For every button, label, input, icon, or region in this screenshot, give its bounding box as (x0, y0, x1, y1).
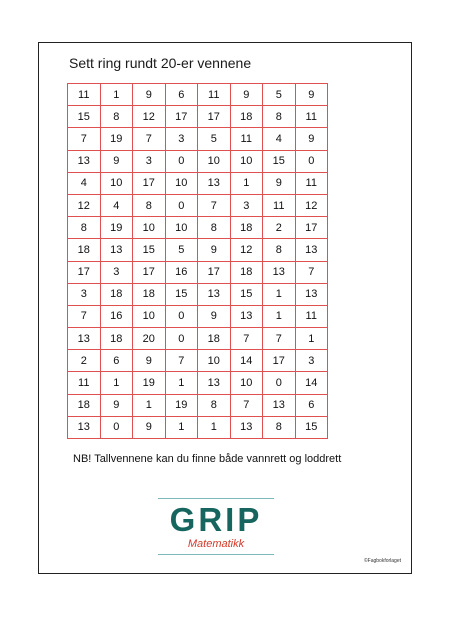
grid-cell[interactable]: 7 (263, 328, 296, 350)
grid-cell[interactable]: 8 (263, 416, 296, 438)
grid-cell[interactable]: 19 (133, 372, 166, 394)
grid-cell[interactable]: 9 (100, 150, 133, 172)
grid-row (68, 239, 328, 261)
grid-cell[interactable]: 11 (295, 106, 328, 128)
grid-cell[interactable]: 6 (100, 350, 133, 372)
grid-cell[interactable]: 1 (100, 372, 133, 394)
grid-cell[interactable]: 13 (230, 416, 263, 438)
logo-wordmark: GRIP (169, 501, 263, 538)
grid-cell[interactable]: 16 (165, 261, 198, 283)
grid-cell[interactable]: 10 (198, 350, 231, 372)
grid-cell[interactable]: 13 (198, 372, 231, 394)
grid-cell[interactable]: 1 (133, 394, 166, 416)
grid-cell[interactable]: 11 (230, 128, 263, 150)
grid-cell[interactable]: 3 (100, 261, 133, 283)
grid-cell[interactable]: 15 (165, 283, 198, 305)
grid-cell[interactable]: 0 (165, 194, 198, 216)
grid-cell[interactable]: 8 (198, 394, 231, 416)
grid-row (68, 106, 328, 128)
grid-row (68, 350, 328, 372)
grid-cell[interactable]: 18 (230, 261, 263, 283)
grid-cell[interactable]: 15 (295, 416, 328, 438)
grid-cell[interactable]: 13 (198, 283, 231, 305)
grid-cell[interactable]: 9 (263, 172, 296, 194)
grid-cell[interactable]: 12 (295, 194, 328, 216)
grid-cell[interactable]: 15 (133, 239, 166, 261)
grid-cell[interactable]: 17 (295, 217, 328, 239)
grid-cell[interactable]: 3 (68, 283, 101, 305)
worksheet-title: Sett ring rundt 20-er vennene (69, 55, 252, 71)
grid-cell[interactable]: 16 (100, 305, 133, 327)
grid-cell[interactable]: 11 (295, 172, 328, 194)
grid-cell[interactable]: 12 (230, 239, 263, 261)
grid-row (68, 150, 328, 172)
grid-cell[interactable]: 0 (100, 416, 133, 438)
grid-cell[interactable]: 0 (165, 150, 198, 172)
grid-cell[interactable]: 18 (68, 239, 101, 261)
number-grid-body (68, 84, 328, 439)
grid-cell[interactable]: 7 (133, 128, 166, 150)
grid-cell[interactable]: 5 (263, 84, 296, 106)
grid-cell[interactable]: 1 (198, 416, 231, 438)
grid-row (68, 283, 328, 305)
grid-cell[interactable]: 20 (133, 328, 166, 350)
grid-cell[interactable]: 3 (165, 128, 198, 150)
grid-cell[interactable]: 7 (230, 394, 263, 416)
grid-cell[interactable]: 13 (68, 328, 101, 350)
logo-bottom-line (158, 554, 274, 555)
grid-cell[interactable]: 19 (165, 394, 198, 416)
grid-row (68, 217, 328, 239)
grid-cell[interactable]: 1 (165, 416, 198, 438)
grid-cell[interactable]: 11 (295, 305, 328, 327)
grid-row (68, 328, 328, 350)
grid-cell[interactable]: 17 (133, 172, 166, 194)
grid-row (68, 261, 328, 283)
grid-cell[interactable]: 7 (198, 194, 231, 216)
grid-cell[interactable]: 18 (230, 106, 263, 128)
grid-cell[interactable]: 13 (295, 239, 328, 261)
grid-row (68, 172, 328, 194)
grid-cell[interactable]: 10 (133, 217, 166, 239)
grid-cell[interactable]: 10 (230, 372, 263, 394)
grid-cell[interactable]: 12 (133, 106, 166, 128)
grid-cell[interactable]: 18 (68, 394, 101, 416)
grid-cell[interactable]: 10 (198, 150, 231, 172)
grid-cell[interactable]: 2 (68, 350, 101, 372)
grid-cell[interactable]: 9 (295, 84, 328, 106)
copyright-notice: ©Fagbokforlaget (363, 558, 401, 564)
grid-cell[interactable]: 12 (68, 194, 101, 216)
grid-cell[interactable]: 17 (263, 350, 296, 372)
grid-cell[interactable]: 8 (263, 106, 296, 128)
grid-cell[interactable]: 9 (133, 350, 166, 372)
grid-cell[interactable]: 18 (133, 283, 166, 305)
grid-cell[interactable]: 5 (198, 128, 231, 150)
grid-cell[interactable]: 1 (230, 172, 263, 194)
grid-cell[interactable]: 4 (68, 172, 101, 194)
grid-cell[interactable]: 4 (100, 194, 133, 216)
grid-cell[interactable]: 13 (263, 394, 296, 416)
grid-cell[interactable]: 7 (68, 128, 101, 150)
grid-cell[interactable]: 0 (263, 372, 296, 394)
grid-cell[interactable]: 9 (133, 416, 166, 438)
grid-cell[interactable]: 1 (263, 305, 296, 327)
grid-cell[interactable]: 17 (198, 261, 231, 283)
grid-cell[interactable]: 13 (230, 305, 263, 327)
grid-cell[interactable]: 10 (165, 172, 198, 194)
grid-cell[interactable]: 7 (165, 350, 198, 372)
grid-cell[interactable]: 8 (68, 217, 101, 239)
logo-top-line (158, 498, 274, 499)
grid-cell[interactable]: 3 (295, 350, 328, 372)
number-grid (67, 83, 328, 439)
grid-cell[interactable]: 0 (165, 328, 198, 350)
logo-subtitle: Matematikk (187, 538, 245, 550)
grid-cell[interactable]: 11 (198, 84, 231, 106)
grid-cell[interactable]: 9 (198, 239, 231, 261)
grid-row (68, 84, 328, 106)
grid-cell[interactable]: 15 (230, 283, 263, 305)
grid-cell[interactable]: 13 (295, 283, 328, 305)
grid-cell[interactable]: 10 (230, 150, 263, 172)
grid-cell[interactable]: 13 (68, 416, 101, 438)
grid-cell[interactable]: 17 (198, 106, 231, 128)
grid-cell[interactable]: 9 (295, 128, 328, 150)
grid-cell[interactable]: 19 (100, 128, 133, 150)
instruction-note: NB! Tallvennene kan du finne både vannrett og loddrett (73, 453, 342, 465)
grid-cell[interactable]: 8 (263, 239, 296, 261)
grid-cell[interactable]: 15 (68, 106, 101, 128)
grid-row (68, 305, 328, 327)
grid-row (68, 394, 328, 416)
grid-cell[interactable]: 7 (295, 261, 328, 283)
grid-row (68, 194, 328, 216)
grid-cell[interactable]: 6 (295, 394, 328, 416)
grid-cell[interactable]: 8 (133, 194, 166, 216)
grid-cell[interactable]: 7 (68, 305, 101, 327)
grid-cell[interactable]: 3 (230, 194, 263, 216)
worksheet-page (38, 42, 412, 574)
grid-cell[interactable]: 18 (100, 283, 133, 305)
grid-cell[interactable]: 1 (263, 283, 296, 305)
grid-cell[interactable]: 10 (100, 172, 133, 194)
grid-cell[interactable]: 1 (295, 328, 328, 350)
grid-cell[interactable]: 13 (263, 261, 296, 283)
grid-cell[interactable]: 9 (133, 84, 166, 106)
grid-cell[interactable]: 19 (100, 217, 133, 239)
grid-cell[interactable]: 14 (295, 372, 328, 394)
grid-cell[interactable]: 11 (263, 194, 296, 216)
grid-cell[interactable]: 7 (230, 328, 263, 350)
grid-cell[interactable]: 9 (198, 305, 231, 327)
grid-cell[interactable]: 6 (165, 84, 198, 106)
grid-cell[interactable]: 18 (100, 328, 133, 350)
grid-cell[interactable]: 8 (198, 217, 231, 239)
grid-cell[interactable]: 13 (198, 172, 231, 194)
grid-cell[interactable]: 13 (68, 150, 101, 172)
grip-logo (158, 498, 274, 555)
grid-cell[interactable]: 0 (165, 305, 198, 327)
grid-cell[interactable]: 11 (68, 372, 101, 394)
grid-cell[interactable]: 9 (230, 84, 263, 106)
grid-cell[interactable]: 18 (198, 328, 231, 350)
grid-cell[interactable]: 1 (165, 372, 198, 394)
grid-cell[interactable]: 3 (133, 150, 166, 172)
grid-cell[interactable]: 17 (165, 106, 198, 128)
grid-row (68, 128, 328, 150)
grid-cell[interactable]: 17 (133, 261, 166, 283)
grid-cell[interactable]: 13 (100, 239, 133, 261)
grid-cell[interactable]: 2 (263, 217, 296, 239)
grid-cell[interactable]: 10 (133, 305, 166, 327)
grid-cell[interactable]: 4 (263, 128, 296, 150)
grid-cell[interactable]: 5 (165, 239, 198, 261)
grid-cell[interactable]: 8 (100, 106, 133, 128)
grid-cell[interactable]: 18 (230, 217, 263, 239)
grid-cell[interactable]: 0 (295, 150, 328, 172)
grid-row (68, 416, 328, 438)
grid-cell[interactable]: 9 (100, 394, 133, 416)
grid-cell[interactable]: 11 (68, 84, 101, 106)
grid-cell[interactable]: 17 (68, 261, 101, 283)
grid-cell[interactable]: 14 (230, 350, 263, 372)
grid-cell[interactable]: 1 (100, 84, 133, 106)
grid-row (68, 372, 328, 394)
grid-cell[interactable]: 10 (165, 217, 198, 239)
grid-cell[interactable]: 15 (263, 150, 296, 172)
